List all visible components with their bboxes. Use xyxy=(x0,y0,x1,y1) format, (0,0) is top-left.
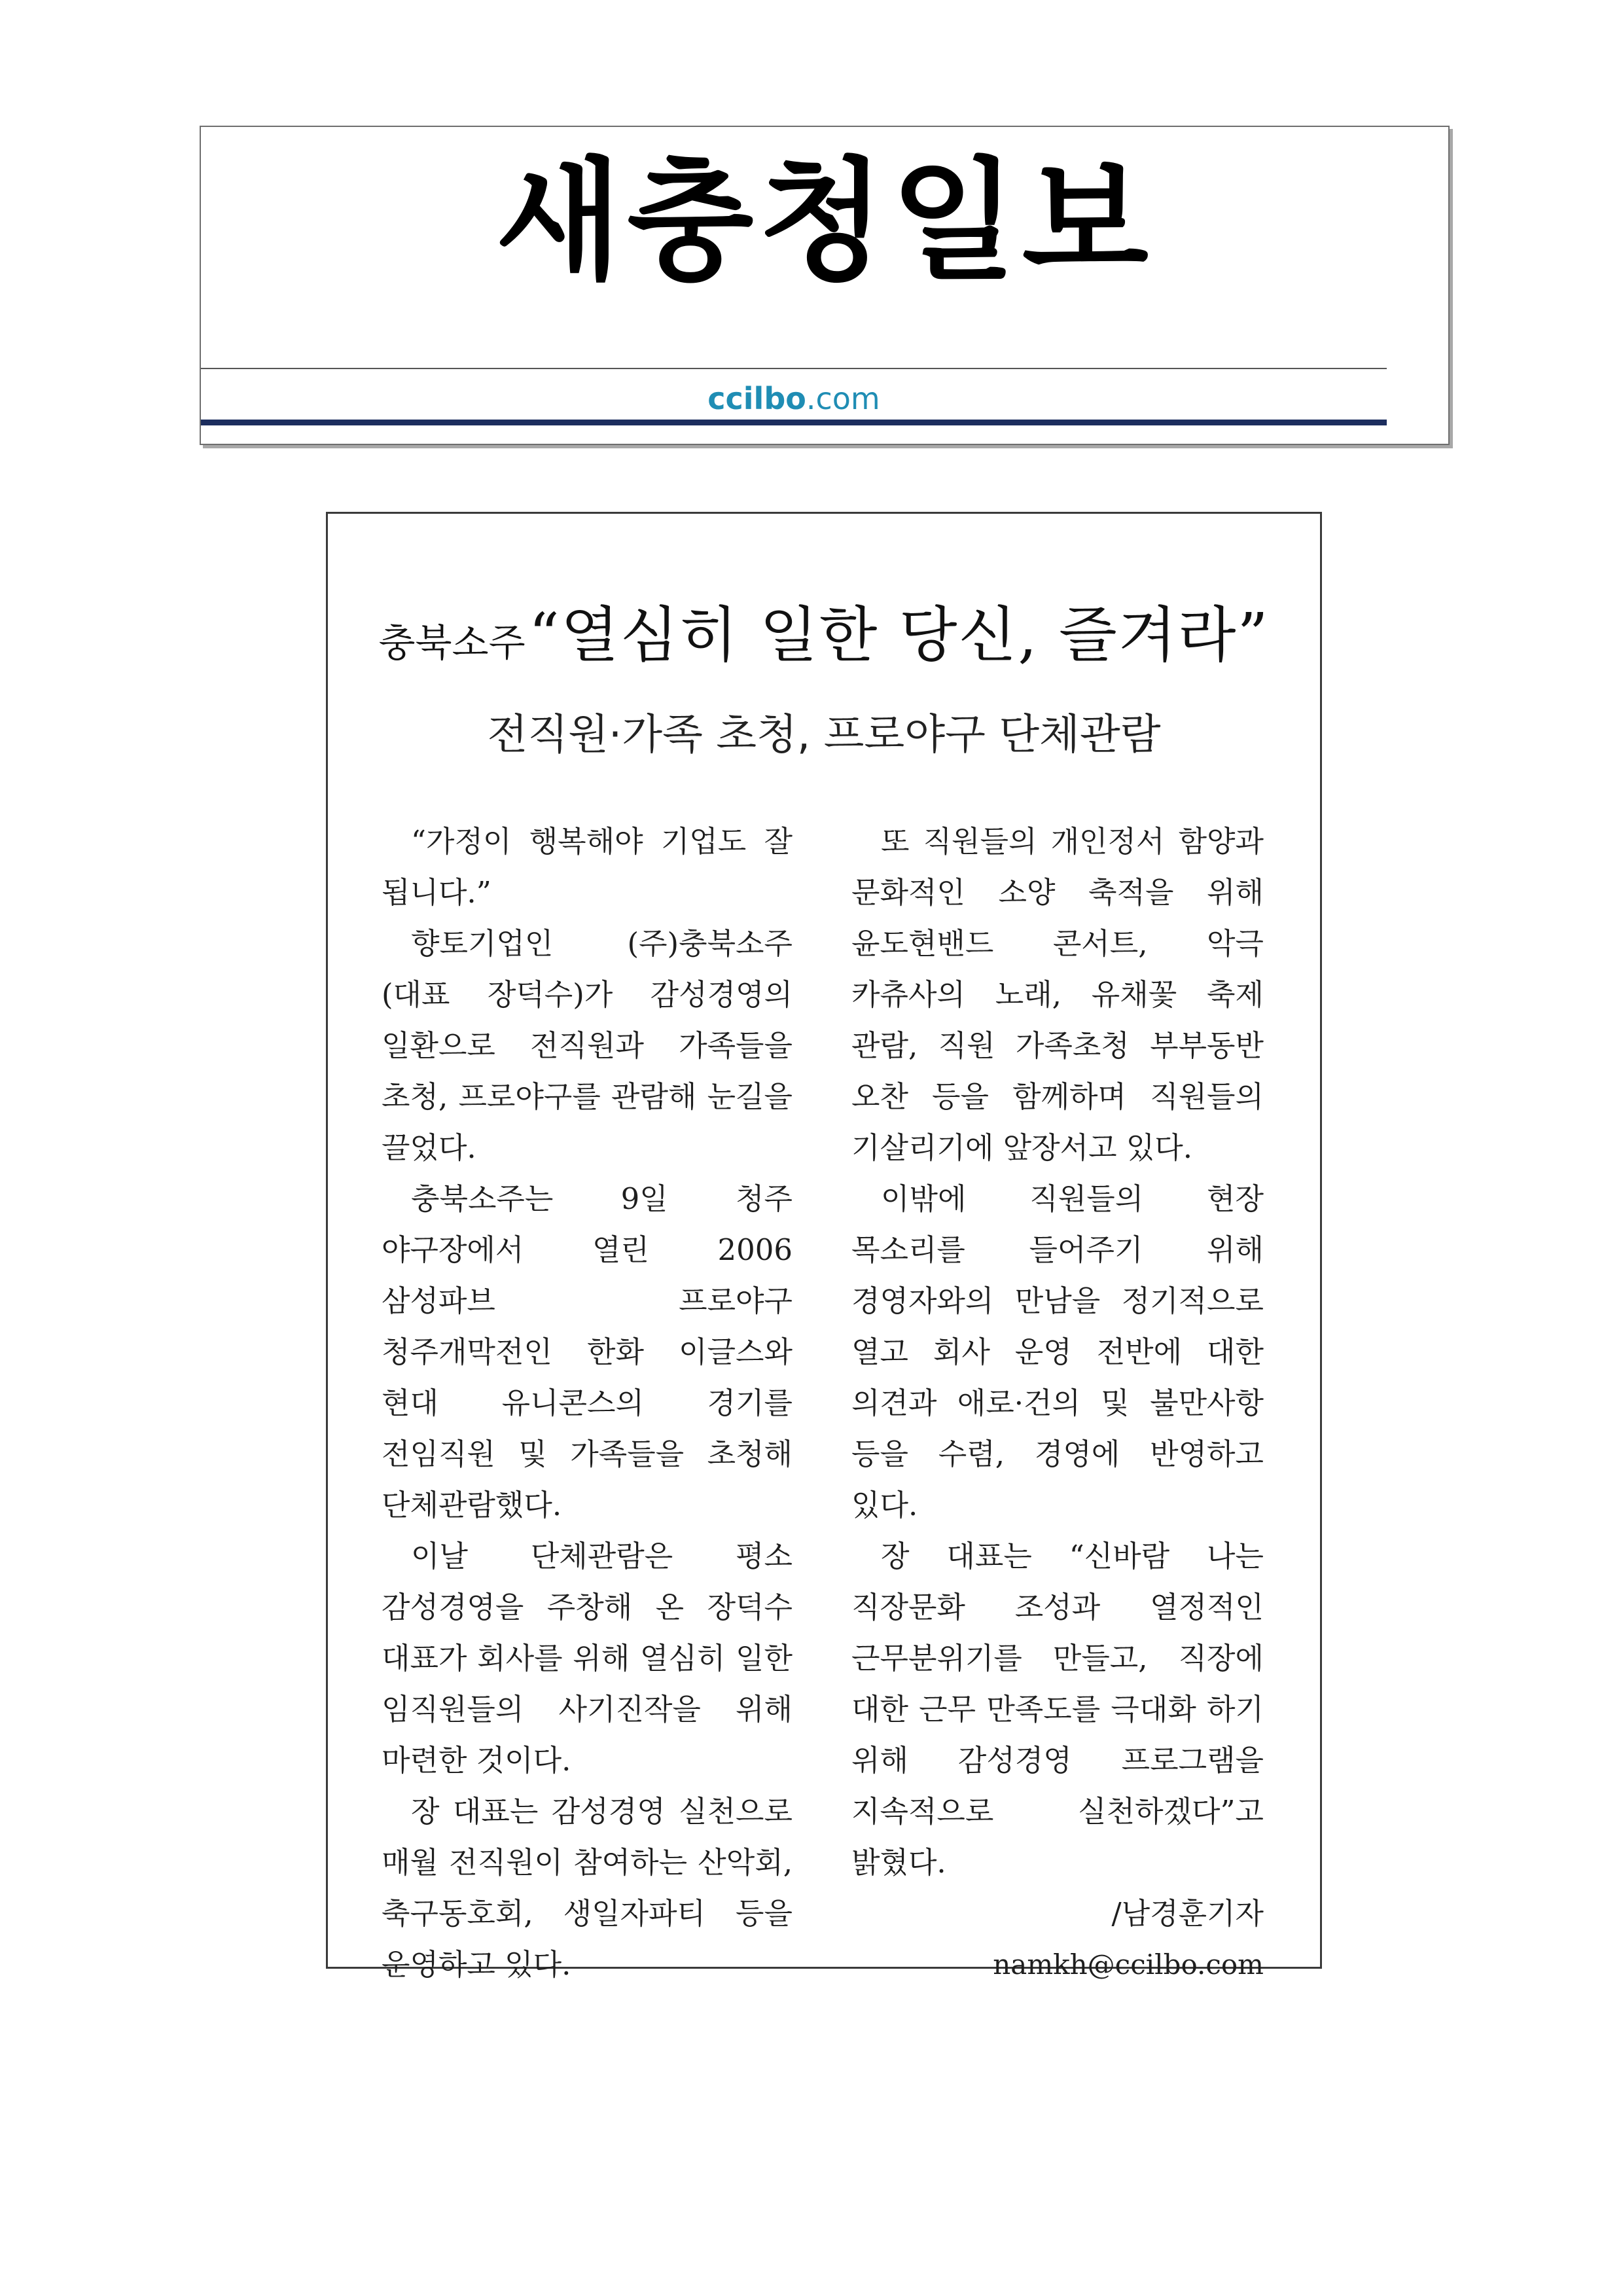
headline-quote: “열심히 일한 당신, 즐겨라” xyxy=(528,600,1270,670)
article-paragraph: 장 대표는 감성경영 실천으로 매월 전직원이 참여하는 산악회, 축구동호회, 생일자파티 등을 운영하고 있다. xyxy=(382,1794,793,1982)
article-column-left xyxy=(382,816,793,1990)
article-paragraph: 충북소주는 9일 청주 야구장에서 열린 2006 삼성파브 프로야구 청주개막전인 한화 이글스와 현대 유니콘스의 경기를 전임직원 및 가족들을 초청해 단체관람했다. xyxy=(382,1181,793,1522)
headline-kicker: 충북소주 xyxy=(378,620,526,665)
article-paragraph: “가정이 행복해야 기업도 잘 됩니다.” xyxy=(382,824,793,910)
article-clipping xyxy=(326,512,1322,1982)
article-byline: /남경훈기자 xyxy=(1111,1896,1264,1931)
reporter-email: namkh@ccilbo.com xyxy=(993,1948,1264,1981)
site-url-main: ccilbo xyxy=(707,381,806,416)
article-paragraph: 이날 단체관람은 평소 감성경영을 주창해 온 장덕수 대표가 회사를 위해 열심히 일한 임직원들의 사기진작을 위해 마련한 것이다. xyxy=(382,1539,793,1778)
article-headline xyxy=(328,587,1320,673)
article-paragraph: 장 대표는 “신바람 나는 직장문화 조성과 열정적인 근무분위기를 만들고, 직장에 대한 근무 만족도를 극대화 하기 위해 감성경영 프로그램을 지속적으로 실천하겠다”고 밝혔다. xyxy=(851,1539,1264,1880)
article-paragraph: 또 직원들의 개인정서 함양과 문화적인 소양 축적을 위해 윤도현밴드 콘서트, 악극 카츄사의 노래, 유채꽃 축제 관람, 직원 가족초청 부부동반 오찬 등을 함께하며 직원들의 기살리기에 앞장서고 있다. xyxy=(851,824,1264,1165)
masthead-site-url xyxy=(201,376,1387,422)
masthead-divider xyxy=(201,368,1387,369)
article-subheadline: 전직원·가족 초청, 프로야구 단체관람 xyxy=(487,711,1161,759)
article-column-right xyxy=(851,816,1264,1990)
site-url-tld: .com xyxy=(806,381,880,416)
newspaper-logo: 새충청일보 xyxy=(495,145,1154,298)
article-paragraph: 향토기업인 (주)충북소주(대표 장덕수)가 감성경영의 일환으로 전직원과 가족들을 초청, 프로야구를 관람해 눈길을 끌었다. xyxy=(382,926,793,1165)
article-paragraph: 이밖에 직원들의 현장 목소리를 들어주기 위해 경영자와의 만남을 정기적으로 열고 회사 운영 전반에 대한 의견과 애로·건의 및 불만사항 등을 수렴, 경영에 반영하고 있다. xyxy=(851,1181,1264,1522)
masthead-bottom-rule xyxy=(201,420,1387,425)
newspaper-masthead xyxy=(200,126,1450,445)
